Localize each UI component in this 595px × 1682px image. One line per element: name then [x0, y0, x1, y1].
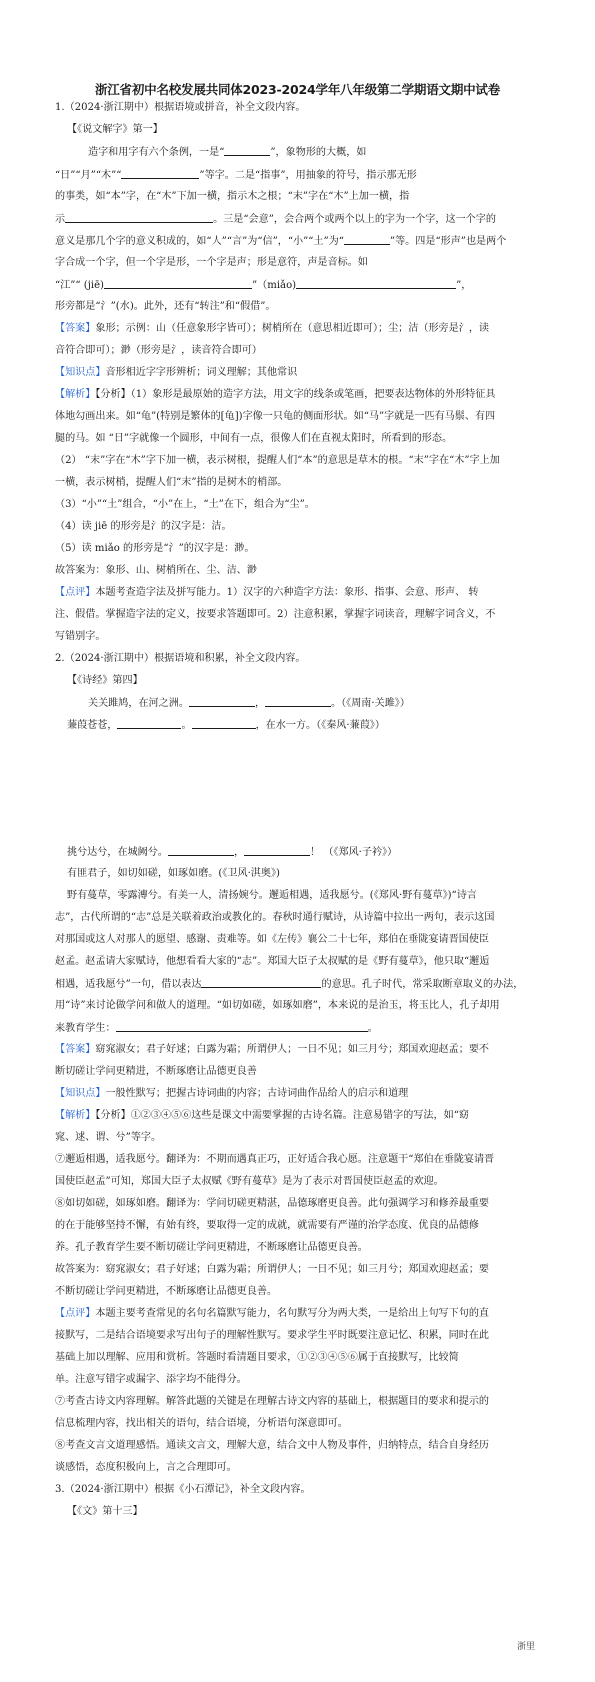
- answer-label: 【答案】: [55, 1044, 96, 1055]
- q1-text: 造字和用字有六个条例，一是“: [88, 147, 225, 158]
- knowledge-text: 一般性默写；把握古诗词曲的内容；古诗词曲作品给人的启示和道理: [105, 1088, 409, 1099]
- q2-text: ，: [233, 847, 245, 858]
- answer-blank[interactable]: [244, 845, 310, 856]
- q1-text: 意义是那几个字的意义积成的，如“人”“言”为“信”，“小”“土”为“: [55, 236, 344, 247]
- q1-text: 。三是“会意”，会合两个或两个以上的字为一个字，这一个字的: [213, 214, 496, 225]
- q1-comment-line: 注、假借。掌握造字法的定义，按要求答题即可。2）注意积累，掌握字词读音，理解字词含义，不: [55, 609, 496, 620]
- q1-text-line: 形旁都是“氵”(水)。此外，还有“转注”和“假借”。: [55, 301, 276, 312]
- q2-passage-line: [55, 1021, 378, 1035]
- q1-knowledge: [55, 366, 297, 379]
- q2-text: 关关雎鸠，在河之洲。: [88, 698, 189, 709]
- q1-text-line: [55, 212, 496, 226]
- q2-passage-line: 用“诗”来讨论做学问和做人的道理。“如切如磋，如琢如磨”，本来说的是治玉，将玉比人，孔子却用: [55, 1000, 500, 1011]
- q2-passage-line: 赵孟。赵孟请大家赋诗，他想看看大家的“志”。郑国大臣子太叔赋的是《野有蔓草》，他只取“邂逅: [55, 956, 490, 967]
- answer-blank[interactable]: [65, 212, 213, 223]
- q1-analysis: [55, 388, 495, 401]
- q1-analysis-line: 体地勾画出来。如“龟”(特别是繁体的[龟])字像一只龟的侧面形状。如“马”字就是一匹有马鬃、有四: [55, 411, 496, 422]
- q1-text: ”等字。二是“指事”，用抽象的符号，指示那无形: [199, 170, 417, 181]
- answer-blank[interactable]: [192, 718, 256, 729]
- q1-text-line: [55, 234, 506, 248]
- answer-blank[interactable]: [201, 977, 321, 988]
- q1-analysis-line: （4）读 jiē 的形旁是氵的汉字是：洁。: [55, 521, 232, 532]
- q2-analysis-line: 窕、逑、谓、兮”等字。: [55, 1132, 162, 1143]
- q2-comment-line: 单。注意写错字或漏字、添字均不能得分。: [55, 1374, 247, 1385]
- answer-blank[interactable]: [265, 696, 331, 707]
- q1-text: ”等。四是“形声”也是两个: [389, 236, 507, 247]
- q2-stem: 2.（2024·浙江期中）根据语境和积累，补全文段内容。: [55, 653, 306, 664]
- q2-text: ，在水一方。（《秦风·蒹葭》）: [255, 720, 385, 731]
- answer-blank[interactable]: [296, 278, 456, 289]
- q2-answer-cont: 断切磋让学问更精进，不断琢磨让品德更良善: [55, 1066, 257, 1077]
- q2-poem-line: [88, 696, 410, 710]
- answer-blank[interactable]: [224, 145, 270, 156]
- q1-analysis-line: 腿的马。如 “日”字就像一个圆形，中间有一点，很像人们在直视太阳时，所看到的形态。: [55, 433, 453, 444]
- q2-comment-line: ⑦考查古诗文内容理解。解答此题的关键是在理解古诗文内容的基础上，根据题目的要求和提示的: [55, 1396, 490, 1407]
- q2-analysis-line: 的在于能够坚持不懈，有始有终，要取得一定的成就，就需要有严谨的治学态度、优良的品德修: [55, 1220, 479, 1231]
- answer-text: 象形；示例：山（任意象形字皆可）；树梢所在（意思相近即可）；尘；洁（形旁是氵，读: [95, 323, 490, 334]
- answer-blank[interactable]: [117, 718, 181, 729]
- q1-analysis-line: （5）读 miǎo 的形旁是“氵”的汉字是：渺。: [55, 543, 255, 554]
- q1-text-line: [88, 145, 366, 159]
- analysis-text: 【分析】①②③④⑤⑥这些是课文中需要掌握的古诗名篇。注意易错字的写法，如“窈: [95, 1110, 469, 1121]
- q1-text-line: 字合成一个字，但一个字是形，一个字是声；形是意符，声是音标。如: [55, 257, 368, 268]
- q1-text-line: 的事类，如“本”字，在“木”下加一横，指示木之根；“末”字在“木”上加一横，指: [55, 191, 410, 202]
- q2-comment: [55, 1307, 489, 1320]
- q2-comment-line: 谈感悟，态度积极向上，言之合理即可。: [55, 1462, 237, 1473]
- answer-text: 窈窕淑女；君子好逑；白露为霜；所谓伊人；一日不见；如三月兮；郑国欢迎赵孟；要不: [95, 1044, 490, 1055]
- q1-text: “江”“ (jiē): [55, 280, 104, 291]
- q2-comment-line: 信息梳理内容，找出相关的语句，结合语境，分析语句深意即可。: [55, 1418, 348, 1429]
- analysis-label: 【解析】: [55, 389, 96, 400]
- q2-passage-line: [55, 977, 523, 991]
- answer-blank[interactable]: [121, 168, 199, 179]
- q2-source: 【《诗经》第四】: [67, 675, 143, 686]
- q1-text: 示: [55, 214, 66, 225]
- q1-analysis-line: （3）“小”“土”组合，“小”在上，“土”在下，组合为“尘”。: [55, 499, 315, 510]
- answer-label: 【答案】: [55, 323, 96, 334]
- knowledge-label: 【知识点】: [55, 1088, 106, 1099]
- q2-passage-line: 野有蔓草，零露漙兮。有美一人，清扬婉兮。邂逅相遇，适我愿兮。(《郑风·野有蔓草》)“诗言: [67, 890, 477, 901]
- answer-blank[interactable]: [116, 1021, 368, 1032]
- q1-source: 【《说文解字》第一】: [67, 124, 163, 135]
- q2-text: ，: [254, 698, 266, 709]
- q2-text: 蒹葭苍苍，: [67, 720, 118, 731]
- q2-answer: [55, 1043, 489, 1056]
- q2-comment-line: ⑧考查文言文道理感悟。通读文言文，理解大意，结合文中人物及事件，归纳特点，结合自身经历: [55, 1440, 490, 1451]
- analysis-text: 【分析】（1）象形是最原始的造字方法，用文字的线条或笔画，把要表达物体的外形特征具: [95, 389, 496, 400]
- q2-text: 。（《周南·关雎》）: [331, 698, 410, 709]
- q3-source: 【《文》第十三】: [67, 1506, 143, 1517]
- q1-text: “日”“月”“木”“: [55, 170, 122, 181]
- q1-text-line: [55, 278, 471, 292]
- q2-analysis-line: 故答案为：窈窕淑女；君子好逑；白露为霜；所谓伊人；一日不见；如三月兮；郑国欢迎赵孟；要: [55, 1264, 490, 1275]
- analysis-label: 【解析】: [55, 1110, 96, 1121]
- page-footer: 浙里: [516, 1642, 535, 1652]
- q2-knowledge: [55, 1087, 408, 1100]
- q1-analysis-line: 一横，表示树梢，提醒人们“末”指的是树木的梢部。: [55, 477, 288, 488]
- q2-passage-line: 志”，古代所谓的“志”总是关联着政治或教化的。春秋时通行赋诗，从诗篇中拉出一两句，表示这国: [55, 912, 495, 923]
- q2-text: 相遇，适我愿兮”一句，借以表达: [55, 979, 202, 990]
- comment-label: 【点评】: [55, 587, 96, 598]
- q3-stem: 3.（2024·浙江期中）根据《小石潭记》，补全文段内容。: [55, 1484, 311, 1495]
- answer-blank[interactable]: [189, 696, 255, 707]
- q2-text: 的意思。孔子时代，常采取断章取义的办法，: [321, 979, 524, 990]
- answer-blank[interactable]: [344, 234, 390, 245]
- q2-text: 来教育学生：: [55, 1023, 116, 1034]
- q1-text: ”，: [456, 280, 472, 291]
- answer-blank[interactable]: [168, 845, 234, 856]
- knowledge-text: 音形相近字字形辨析；词义理解；其他常识: [105, 367, 298, 378]
- q2-analysis-line: 养。孔子教育学生要不断切磋让学问更精进，不断琢磨让品德更良善。: [55, 1242, 368, 1253]
- q2-analysis-line: ⑦邂逅相遇，适我愿兮。翻译为：不期而遇真正巧，正好适合我心愿。注意题干“郑伯在垂陇宴请晋: [55, 1154, 495, 1165]
- q2-analysis-line: ⑧如切如磋，如琢如磨。翻译为：学问切磋更精湛，品德琢磨更良善。此句强调学习和修养最重要: [55, 1198, 490, 1209]
- document-title: 浙江省初中名校发展共同体2023-2024学年八年级第二学期语文期中试卷: [94, 82, 501, 97]
- answer-blank[interactable]: [104, 278, 252, 289]
- q2-poem-line: [67, 845, 397, 859]
- q2-comment-line: 接默写，二是结合语境要求写出句子的理解性默写。要求学生平时既要注意记忆、积累，同时在此: [55, 1330, 490, 1341]
- q1-text: ”（miǎo): [252, 280, 297, 291]
- q2-passage-line: 对那国或这人对那人的愿望、感谢、责难等。如《左传》襄公二十七年，郑伯在垂陇宴请晋国使臣: [55, 934, 490, 945]
- q2-poem-line: 有匪君子，如切如磋，如琢如磨。(《卫风·淇奥》): [67, 868, 280, 879]
- q2-text: ！ （《郑风·子衿》）: [310, 847, 398, 858]
- comment-text: 本题考查造字法及拼写能力。1）汉字的六种造字方法：象形、指事、会意、形声、 转: [95, 587, 479, 598]
- q2-analysis-line: 国使臣赵孟”可知，郑国大臣子太叔赋《野有蔓草》是为了表示对晋国使臣赵孟的欢迎。: [55, 1176, 444, 1187]
- q1-stem: 1.（2024·浙江期中）根据语境或拼音，补全文段内容。: [55, 102, 306, 113]
- q2-text: 。: [181, 720, 192, 731]
- q2-text: 。: [367, 1023, 378, 1034]
- knowledge-label: 【知识点】: [55, 367, 106, 378]
- comment-text: 本题主要考查常见的名句名篇默写能力，名句默写分为两大类，一是给出上句写下句的直: [95, 1308, 490, 1319]
- q1-answer-cont: 音符合即可）；渺（形旁是氵，读音符合即可）: [55, 345, 262, 356]
- q1-text-line: [55, 168, 417, 182]
- q1-comment-line: 写错别字。: [55, 631, 106, 642]
- q1-answer: [55, 322, 489, 335]
- q1-analysis-line: 故答案为：象形、山、树梢所在、尘、洁、渺: [55, 565, 257, 576]
- q2-comment-line: 基础上加以理解、应用和赏析。答题时看清题目要求，①②③④⑤⑥属于直接默写，比较简: [55, 1352, 459, 1363]
- q2-analysis: [55, 1109, 469, 1122]
- q2-analysis-line: 不断切磋让学问更精进，不断琢磨让品德更良善。: [55, 1286, 278, 1297]
- q2-text: 挑兮达兮，在城阙兮。: [67, 847, 168, 858]
- q2-poem-line: [67, 718, 385, 732]
- q1-analysis-line: （2） “末”字在“木”字下加一横，表示树根，提醒人们“本”的意思是草木的根。“末”字在“木”字上加: [55, 455, 500, 466]
- comment-label: 【点评】: [55, 1308, 96, 1319]
- q1-text: ”，象物形的大概，如: [270, 147, 367, 158]
- q1-comment: [55, 586, 478, 599]
